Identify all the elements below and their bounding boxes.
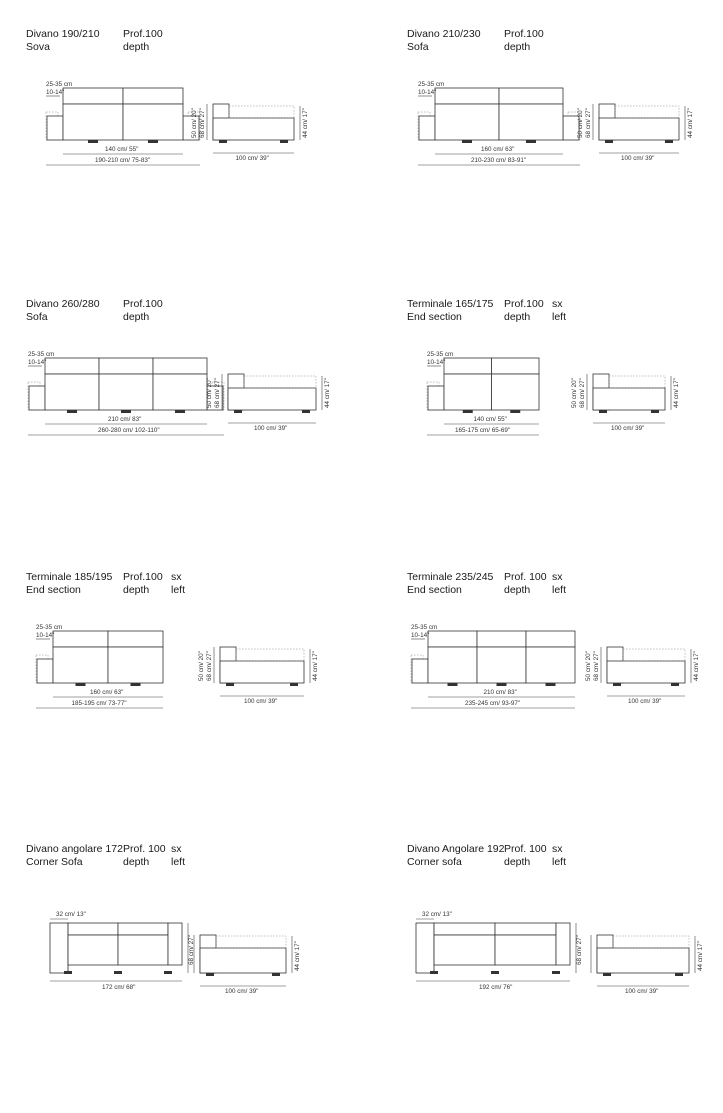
depth-value: Prof.100 xyxy=(504,298,544,310)
product-block xyxy=(26,571,386,841)
back-height-label: 68 cm/ 27" xyxy=(579,378,586,408)
foot xyxy=(164,971,172,974)
side-value: sx xyxy=(552,571,563,583)
side-seat xyxy=(200,948,286,973)
seat-cushion xyxy=(108,647,163,683)
product-type: End section xyxy=(407,584,462,596)
seat-cushion xyxy=(63,104,123,140)
back-cushion xyxy=(499,88,563,104)
side-label: left xyxy=(552,856,567,868)
depth-value: Prof.100 xyxy=(123,571,163,583)
product-type: Sofa xyxy=(407,41,429,53)
seat-cushion xyxy=(434,935,495,965)
arm-height-label: 44 cm/ 17" xyxy=(302,108,309,138)
arm-height-label: 44 cm/ 17" xyxy=(687,108,694,138)
seat-height-label: 50 cm/ 20" xyxy=(191,108,198,138)
product-name: Terminale 235/245 xyxy=(407,571,494,583)
product-type: Corner Sofa xyxy=(26,856,83,868)
seat-height-label: 50 cm/ 20" xyxy=(198,651,205,681)
depth-label: depth xyxy=(504,856,531,868)
back-cushion xyxy=(118,923,168,935)
seat-cushion xyxy=(99,374,153,410)
back-cushion xyxy=(123,88,183,104)
total-width-label: 235-245 cm/ 93-97" xyxy=(465,700,521,707)
product-type: Corner sofa xyxy=(407,856,462,868)
product-name: Terminale 165/175 xyxy=(407,298,494,310)
end-arm xyxy=(168,923,182,965)
armrest-inch-label: 10-14" xyxy=(418,89,437,96)
side-cushion-outline xyxy=(236,649,304,661)
seat-height-label: 50 cm/ 20" xyxy=(577,108,584,138)
seat-cushion xyxy=(428,647,477,683)
foot xyxy=(462,140,472,143)
side-seat xyxy=(607,661,685,683)
armrest-inch-label: 10-14" xyxy=(36,632,55,639)
side-view xyxy=(571,374,680,432)
seat-cushion xyxy=(526,647,575,683)
seat-height-label: 50 cm/ 20" xyxy=(585,651,592,681)
foot xyxy=(64,971,72,974)
back-cushion xyxy=(444,358,492,374)
side-view xyxy=(206,374,331,432)
dimension-drawing xyxy=(26,298,386,568)
dimension-drawing xyxy=(407,843,723,1113)
product-type: Sofa xyxy=(26,311,48,323)
foot xyxy=(175,410,185,413)
arm-height-label: 44 cm/ 17" xyxy=(324,378,331,408)
seat-height-label: 50 cm/ 20" xyxy=(206,378,213,408)
end-arm xyxy=(556,923,570,965)
seat-cushion xyxy=(123,104,183,140)
total-width-label: 260-280 cm/ 102-110" xyxy=(98,427,160,434)
depth-label: depth xyxy=(123,311,150,323)
side-seat xyxy=(599,118,679,140)
foot xyxy=(226,683,234,686)
foot xyxy=(219,140,227,143)
side-cushion-outline xyxy=(229,106,294,118)
depth-value: Prof. 100 xyxy=(504,843,547,855)
product-block xyxy=(407,28,723,298)
depth-value: Prof.100 xyxy=(123,298,163,310)
side-label: left xyxy=(552,311,567,323)
seat-width-label: 140 cm/ 55" xyxy=(473,416,507,423)
back-height-label: 68 cm/ 27" xyxy=(188,935,195,965)
side-view xyxy=(585,647,700,705)
armrest-inch-label: 10-14" xyxy=(427,359,446,366)
dimension-drawing xyxy=(407,28,723,298)
arm-height-label: 44 cm/ 17" xyxy=(697,941,704,971)
left-armrest xyxy=(47,116,63,140)
product-block xyxy=(26,843,386,1113)
depth-value: Prof.100 xyxy=(504,28,544,40)
depth-label: depth xyxy=(123,584,150,596)
armrest-inch-label: 10-14" xyxy=(28,359,47,366)
seat-cushion xyxy=(118,935,168,965)
side-seat xyxy=(597,948,689,973)
side-value: sx xyxy=(171,843,182,855)
foot xyxy=(290,683,298,686)
back-cushion xyxy=(45,358,99,374)
product-name: Divano Angolare 192 xyxy=(407,843,505,855)
foot xyxy=(272,973,280,976)
product-block xyxy=(26,298,386,568)
foot xyxy=(526,140,536,143)
back-cushion xyxy=(526,631,575,647)
dimension-drawing xyxy=(26,843,386,1113)
foot xyxy=(88,140,98,143)
side-seat xyxy=(228,388,316,410)
arm-height-label: 44 cm/ 17" xyxy=(294,941,301,971)
side-cushion-outline xyxy=(623,649,685,661)
foot xyxy=(121,410,131,413)
depth-dim-label: 100 cm/ 39" xyxy=(235,155,269,162)
depth-value: Prof.100 xyxy=(123,28,163,40)
product-type: End section xyxy=(407,311,462,323)
side-view xyxy=(577,104,694,162)
foot xyxy=(599,410,607,413)
depth-label: depth xyxy=(504,41,531,53)
seat-width-label: 210 cm/ 83" xyxy=(483,689,517,696)
seat-width-label: 160 cm/ 63" xyxy=(481,146,515,153)
depth-label: depth xyxy=(123,856,150,868)
side-seat xyxy=(593,388,665,410)
depth-dim-label: 100 cm/ 39" xyxy=(628,698,662,705)
side-seat xyxy=(220,661,304,683)
foot xyxy=(675,973,683,976)
product-block xyxy=(407,571,723,841)
side-label: left xyxy=(171,584,186,596)
armrest-label: 25-35 cm xyxy=(28,351,55,358)
back-cushion xyxy=(53,631,108,647)
left-armrest xyxy=(29,386,45,410)
foot xyxy=(552,971,560,974)
foot xyxy=(605,140,613,143)
arm-height-label: 44 cm/ 17" xyxy=(693,651,700,681)
depth-dim-label: 100 cm/ 39" xyxy=(621,155,655,162)
left-armrest xyxy=(37,659,53,683)
total-width-label: 165-175 cm/ 65-69" xyxy=(455,427,511,434)
side-seat xyxy=(213,118,294,140)
depth-label: depth xyxy=(504,311,531,323)
side-cushion-outline xyxy=(615,106,679,118)
foot xyxy=(430,971,438,974)
armrest-label: 25-35 cm xyxy=(36,624,63,631)
back-cushion xyxy=(428,631,477,647)
back-cushion xyxy=(435,88,499,104)
side-label: left xyxy=(552,584,567,596)
back-cushion xyxy=(63,88,123,104)
armrest-label: 25-35 cm xyxy=(411,624,438,631)
corner-chaise xyxy=(50,923,68,973)
depth-dim-label: 100 cm/ 39" xyxy=(244,698,278,705)
seat-width-label: 210 cm/ 83" xyxy=(108,416,142,423)
foot xyxy=(613,683,621,686)
foot xyxy=(76,683,86,686)
side-cushion-outline xyxy=(609,376,665,388)
dimension-drawing xyxy=(26,571,386,841)
foot xyxy=(448,683,458,686)
foot xyxy=(665,140,673,143)
seat-cushion xyxy=(444,374,492,410)
side-view xyxy=(198,647,319,705)
product-name: Terminale 185/195 xyxy=(26,571,113,583)
foot xyxy=(510,410,520,413)
foot xyxy=(114,971,122,974)
foot xyxy=(148,140,158,143)
total-width-label: 185-195 cm/ 73-77" xyxy=(71,700,127,707)
seat-cushion xyxy=(477,647,526,683)
depth-value: Prof. 100 xyxy=(504,571,547,583)
foot xyxy=(651,410,659,413)
foot xyxy=(546,683,556,686)
dimension-drawing xyxy=(407,298,723,568)
depth-dim-label: 100 cm/ 39" xyxy=(225,988,259,995)
back-cushion xyxy=(495,923,556,935)
seat-cushion xyxy=(435,104,499,140)
side-value: sx xyxy=(552,298,563,310)
depth-dim-label: 100 cm/ 39" xyxy=(254,425,288,432)
foot xyxy=(206,973,214,976)
seat-cushion xyxy=(499,104,563,140)
foot xyxy=(234,410,242,413)
seat-cushion xyxy=(45,374,99,410)
foot xyxy=(280,140,288,143)
arm-height-label: 44 cm/ 17" xyxy=(312,651,319,681)
armrest-inch-label: 10-14" xyxy=(411,632,430,639)
seat-cushion xyxy=(495,935,556,965)
left-armrest xyxy=(419,116,435,140)
armrest-label: 25-35 cm xyxy=(427,351,454,358)
side-value: sx xyxy=(171,571,182,583)
foot xyxy=(603,973,611,976)
back-height-label: 68 cm/ 27" xyxy=(576,935,583,965)
back-height-label: 68 cm/ 27" xyxy=(206,651,213,681)
foot xyxy=(463,410,473,413)
dimension-drawing xyxy=(407,571,723,841)
foot xyxy=(67,410,77,413)
corner-arm-label: 32 cm/ 13" xyxy=(422,911,452,918)
product-block xyxy=(407,298,723,568)
total-width-label: 192 cm/ 76" xyxy=(479,984,513,991)
foot xyxy=(497,683,507,686)
armrest-label: 25-35 cm xyxy=(46,81,73,88)
product-name: Divano 190/210 xyxy=(26,28,100,40)
seat-cushion xyxy=(68,935,118,965)
seat-cushion xyxy=(153,374,207,410)
back-cushion xyxy=(99,358,153,374)
dimension-drawing xyxy=(26,28,386,298)
corner-arm-label: 32 cm/ 13" xyxy=(56,911,86,918)
depth-dim-label: 100 cm/ 39" xyxy=(611,425,645,432)
product-name: Divano angolare 172 xyxy=(26,843,123,855)
depth-dim-label: 100 cm/ 39" xyxy=(625,988,659,995)
side-cushion-outline xyxy=(244,376,316,388)
back-cushion xyxy=(477,631,526,647)
side-view xyxy=(591,935,704,995)
seat-width-label: 160 cm/ 63" xyxy=(90,689,124,696)
back-cushion xyxy=(434,923,495,935)
total-width-label: 210-230 cm/ 83-91" xyxy=(471,157,527,164)
back-cushion xyxy=(108,631,163,647)
back-height-label: 68 cm/ 27" xyxy=(199,108,206,138)
side-view xyxy=(194,935,301,995)
foot xyxy=(131,683,141,686)
product-type: End section xyxy=(26,584,81,596)
side-cushion-outline xyxy=(216,936,286,948)
foot xyxy=(491,971,499,974)
product-block xyxy=(26,28,386,298)
total-width-label: 190-210 cm/ 75-83" xyxy=(95,157,151,164)
armrest-inch-label: 10-14" xyxy=(46,89,65,96)
seat-cushion xyxy=(492,374,540,410)
seat-cushion xyxy=(53,647,108,683)
corner-chaise xyxy=(416,923,434,973)
side-cushion-outline xyxy=(613,936,689,948)
left-armrest xyxy=(428,386,444,410)
side-value: sx xyxy=(552,843,563,855)
depth-label: depth xyxy=(504,584,531,596)
side-view xyxy=(191,104,309,162)
back-cushion xyxy=(68,923,118,935)
foot xyxy=(302,410,310,413)
armrest-label: 25-35 cm xyxy=(418,81,445,88)
product-name: Divano 260/280 xyxy=(26,298,100,310)
product-name: Divano 210/230 xyxy=(407,28,481,40)
seat-width-label: 140 cm/ 55" xyxy=(105,146,139,153)
side-label: left xyxy=(171,856,186,868)
back-cushion xyxy=(492,358,540,374)
depth-value: Prof. 100 xyxy=(123,843,166,855)
arm-height-label: 44 cm/ 17" xyxy=(673,378,680,408)
left-armrest xyxy=(412,659,428,683)
back-height-label: 68 cm/ 27" xyxy=(214,378,221,408)
product-block xyxy=(407,843,723,1113)
back-height-label: 68 cm/ 27" xyxy=(585,108,592,138)
depth-label: depth xyxy=(123,41,150,53)
foot xyxy=(671,683,679,686)
total-width-label: 172 cm/ 68" xyxy=(102,984,136,991)
back-cushion xyxy=(153,358,207,374)
back-height-label: 68 cm/ 27" xyxy=(593,651,600,681)
product-type: Sova xyxy=(26,41,50,53)
seat-height-label: 50 cm/ 20" xyxy=(571,378,578,408)
